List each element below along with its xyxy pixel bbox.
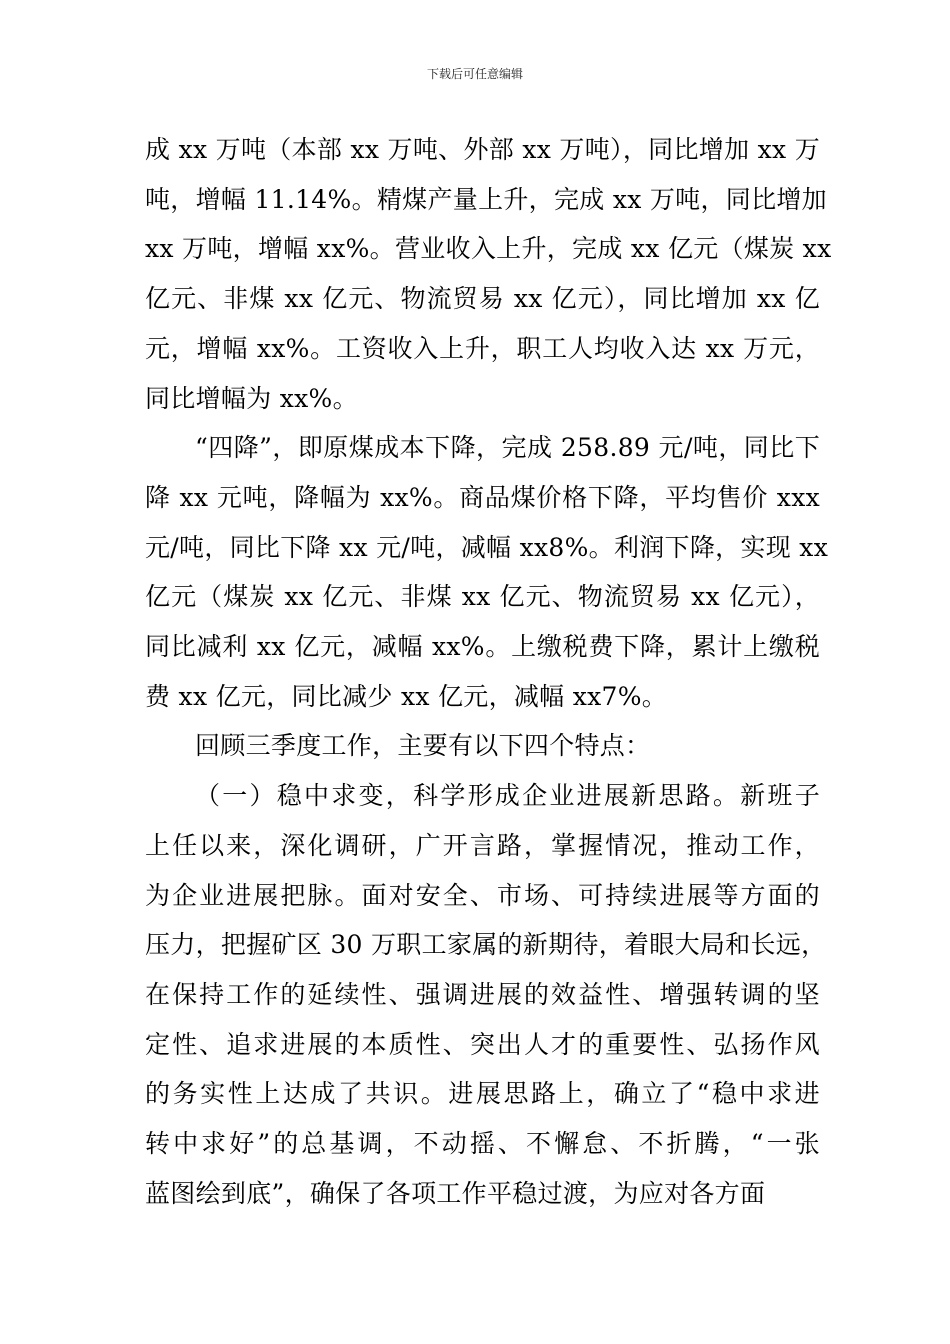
text-line: 元/吨，同比下降 xx 元/吨，减幅 xx8%。利润下降，实现 xx — [145, 532, 829, 562]
text-line: 转中求好”的总基调，不动摇、不懈怠、不折腾，“一张 — [145, 1129, 820, 1159]
text-line: 元，增幅 xx%。工资收入上升，职工人均收入达 xx 万元， — [145, 333, 820, 363]
text-line: 上任以来，深化调研，广开言路，掌握情况，推动工作， — [145, 830, 820, 860]
text-line: （一）稳中求变，科学形成企业进展新思路。新班子 — [195, 781, 820, 811]
text-line: “四降”，即原煤成本下降，完成 258.89 元/吨，同比下 — [195, 433, 820, 463]
text-line: 的务实性上达成了共识。进展思路上，确立了“稳中求进 — [145, 1079, 820, 1109]
text-line: 降 xx 元吨，降幅为 xx%。商品煤价格下降，平均售价 xxx — [145, 482, 820, 512]
text-line: 成 xx 万吨（本部 xx 万吨、外部 xx 万吨），同比增加 xx 万 — [145, 135, 820, 164]
paragraph — [145, 721, 820, 771]
paragraph — [145, 771, 827, 1218]
document-body — [145, 125, 832, 1218]
text-line: 亿元（煤炭 xx 亿元、非煤 xx 亿元、物流贸易 xx 亿元）， — [145, 582, 820, 612]
text-line: 压力，把握矿区 30 万职工家属的新期待，着眼大局和长远， — [145, 930, 827, 960]
text-line: 在保持工作的延续性、强调进展的效益性、增强转调的坚 — [145, 979, 820, 1009]
text-line: 定性、追求进展的本质性、突出人才的重要性、弘扬作风 — [145, 1029, 820, 1059]
paragraph — [145, 423, 829, 721]
text-line: xx 万吨，增幅 xx%。营业收入上升，完成 xx 亿元（煤炭 xx — [145, 234, 832, 264]
text-line: 蓝图绘到底”，确保了各项工作平稳过渡，为应对各方面 — [145, 1178, 766, 1208]
text-line: 同比减利 xx 亿元，减幅 xx%。上缴税费下降，累计上缴税 — [145, 632, 820, 662]
page-header: 下载后可任意编辑 — [426, 67, 523, 81]
text-line: 亿元、非煤 xx 亿元、物流贸易 xx 亿元），同比增加 xx 亿 — [145, 284, 820, 314]
text-line: 同比增幅为 xx%。 — [145, 383, 358, 413]
text-line: 费 xx 亿元，同比减少 xx 亿元，减幅 xx7%。 — [145, 681, 668, 711]
text-line: 为企业进展把脉。面对安全、市场、可持续进展等方面的 — [145, 880, 820, 910]
paragraph — [145, 125, 832, 423]
text-line: 吨，增幅 11.14%。精煤产量上升，完成 xx 万吨，同比增加 — [145, 184, 827, 214]
text-line: 回顾三季度工作，主要有以下四个特点： — [195, 731, 651, 761]
